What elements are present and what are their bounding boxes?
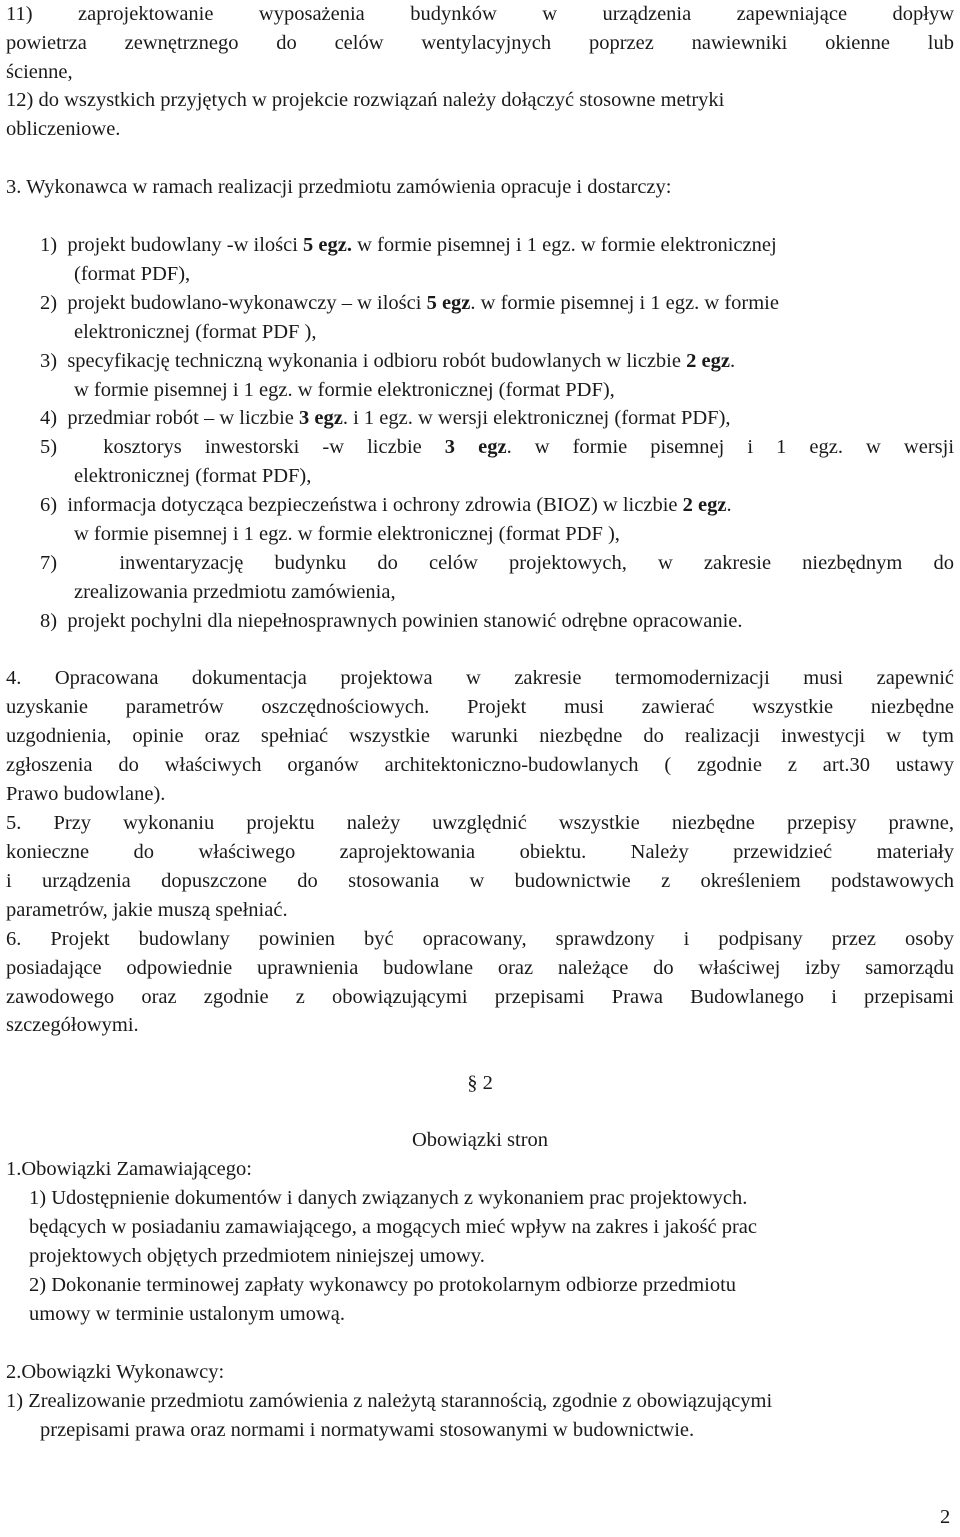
text-line: parametrów, jakie muszą spełniać. (6, 899, 288, 921)
text-line: projektowych objętych przedmiotem niniejszej umowy. (29, 1245, 485, 1267)
list-item-4: 4) przedmiar robót – w liczbie 3 egz. i 1 egz. w wersji elektronicznej (format PDF), (40, 407, 731, 429)
list-item-6-cont: w formie pisemnej i 1 egz. w formie elektronicznej (format PDF ), (74, 523, 620, 545)
text-line: ścienne, (6, 61, 73, 83)
text-line: posiadające odpowiednie uprawnienia budowlane oraz należące do właściwej izby samorządu (6, 957, 954, 979)
text-line: obliczeniowe. (6, 118, 121, 140)
text-line: zgłoszenia do właściwych organów architektoniczno-budowlanych ( zgodnie z art.30 ustawy (6, 754, 954, 776)
section-3-heading: 3. Wykonawca w ramach realizacji przedmiotu zamówienia opracuje i dostarczy: (6, 176, 672, 198)
text-line: 1) Zrealizowanie przedmiotu zamówienia z należytą starannością, zgodnie z obowiązującymi (6, 1390, 773, 1412)
subsection-heading: 2.Obowiązki Wykonawcy: (6, 1361, 225, 1383)
list-item-1: 1) projekt budowlany -w ilości 5 egz. w formie pisemnej i 1 egz. w formie elektronicznej (40, 234, 777, 256)
list-item-5-cont: elektronicznej (format PDF), (74, 465, 312, 487)
page-number: 2 (940, 1506, 951, 1528)
section-mark: § 2 (467, 1072, 493, 1094)
list-item-5: 5) kosztorys inwestorski -w liczbie 3 egz. w formie pisemnej i 1 egz. w wersji (40, 436, 955, 458)
list-item-1-cont: (format PDF), (74, 263, 191, 285)
text-line: uzyskanie parametrów oszczędnościowych. Projekt musi zawierać wszystkie niezbędne (6, 696, 954, 718)
list-item-6: 6) informacja dotycząca bezpieczeństwa i ochrony zdrowia (BIOZ) w liczbie 2 egz. (40, 494, 732, 516)
text-line: zawodowego oraz zgodnie z obowiązującymi przepisami Prawa Budowlanego i przepisami (6, 986, 954, 1008)
text-line: szczegółowymi. (6, 1014, 139, 1036)
text-line: uzgodnienia, opinie oraz spełniać wszystkie warunki niezbędne do realizacji inwestycji w tym (6, 725, 954, 747)
text-line: 11) zaprojektowanie wyposażenia budynków w urządzenia zapewniające dopływ (6, 3, 954, 25)
text-line: 12) do wszystkich przyjętych w projekcie rozwiązań należy dołączyć stosowne metryki (6, 89, 725, 111)
list-item-7: 7) inwentaryzację budynku do celów projektowych, w zakresie niezbędnym do (40, 552, 954, 574)
text-line: 5. Przy wykonaniu projektu należy uwzględnić wszystkie niezbędne przepisy prawne, (6, 812, 954, 834)
subsection-heading: 1.Obowiązki Zamawiającego: (6, 1158, 252, 1180)
list-item-8: 8) projekt pochylni dla niepełnosprawnych powinien stanowić odrębne opracowanie. (40, 610, 743, 632)
list-item-7-cont: zrealizowania przedmiotu zamówienia, (74, 581, 396, 603)
text-line: 2) Dokonanie terminowej zapłaty wykonawcy po protokolarnym odbiorze przedmiotu (29, 1274, 737, 1296)
text-line: Prawo budowlane). (6, 783, 166, 805)
text-line: konieczne do właściwego zaprojektowania obiektu. Należy przewidzieć materiały (6, 841, 954, 863)
list-item-2-cont: elektronicznej (format PDF ), (74, 321, 317, 343)
list-item-2: 2) projekt budowlano-wykonawczy – w ilości 5 egz. w formie pisemnej i 1 egz. w formie (40, 292, 779, 314)
text-line: 6. Projekt budowlany powinien być opracowany, sprawdzony i podpisany przez osoby (6, 928, 954, 950)
text-line: 1) Udostępnienie dokumentów i danych związanych z wykonaniem prac projektowych. (29, 1187, 748, 1209)
text-line: i urządzenia dopuszczone do stosowania w budownictwie z określeniem podstawowych (6, 870, 954, 892)
section-title: Obowiązki stron (411, 1129, 549, 1151)
text-line: umowy w terminie ustalonym umową. (29, 1303, 345, 1325)
list-item-3: 3) specyfikację techniczną wykonania i odbioru robót budowlanych w liczbie 2 egz. (40, 350, 736, 372)
text-line: będących w posiadaniu zamawiającego, a mogących mieć wpływ na zakres i jakość prac (29, 1216, 758, 1238)
text-line: 4. Opracowana dokumentacja projektowa w zakresie termomodernizacji musi zapewnić (6, 667, 954, 689)
text-line: powietrza zewnętrznego do celów wentylacyjnych poprzez nawiewniki okienne lub (6, 32, 954, 54)
text-line: przepisami prawa oraz normami i normatywami stosowanymi w budownictwie. (40, 1419, 695, 1441)
list-item-3-cont: w formie pisemnej i 1 egz. w formie elektronicznej (format PDF), (74, 379, 615, 401)
